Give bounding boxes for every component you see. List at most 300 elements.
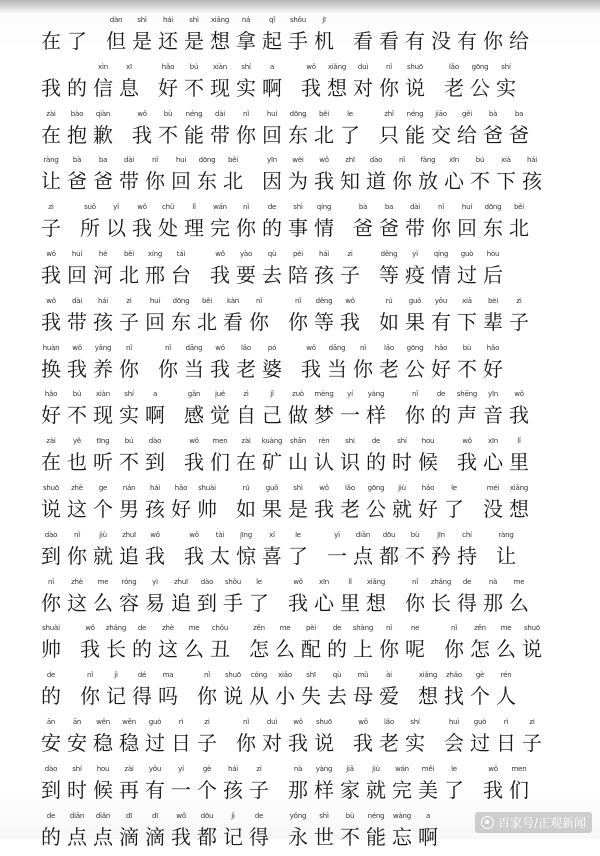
glyph bbox=[402, 61, 428, 103]
glyph bbox=[376, 529, 402, 571]
glyph bbox=[181, 388, 207, 430]
glyph bbox=[194, 810, 220, 852]
pinyin: jǐ bbox=[270, 390, 274, 399]
glyph bbox=[38, 810, 64, 852]
pinyin: shuō bbox=[523, 624, 540, 633]
hanzi: 我 bbox=[67, 356, 87, 381]
hanzi: 呢 bbox=[405, 637, 425, 662]
pinyin: yīn bbox=[267, 156, 277, 165]
glyph bbox=[181, 622, 207, 664]
glyph bbox=[64, 763, 90, 805]
glyph bbox=[311, 201, 337, 243]
glyph bbox=[506, 108, 532, 150]
pinyin: nǐ bbox=[399, 156, 405, 165]
glyph bbox=[246, 576, 272, 618]
watermark-text: 百家号/正观新闻 bbox=[497, 816, 586, 830]
pinyin: ba bbox=[384, 203, 394, 212]
pinyin: zhǎo bbox=[446, 671, 462, 680]
pinyin: dōu bbox=[382, 530, 396, 539]
pinyin: děng bbox=[315, 296, 333, 305]
pinyin: dào bbox=[44, 530, 58, 539]
glyph bbox=[402, 716, 428, 758]
hanzi: 时 bbox=[67, 777, 87, 802]
pinyin: huì bbox=[448, 717, 460, 726]
hanzi: 得 bbox=[249, 824, 269, 849]
pinyin: le bbox=[256, 577, 262, 586]
glyph bbox=[337, 763, 363, 805]
hanzi: 在 bbox=[41, 29, 61, 53]
pinyin: tài bbox=[215, 530, 225, 539]
pinyin: a bbox=[269, 62, 275, 71]
hanzi: 就 bbox=[366, 777, 386, 802]
pinyin: zhǐ bbox=[384, 109, 394, 118]
pinyin: shēng bbox=[456, 390, 478, 399]
hanzi: 点 bbox=[67, 824, 87, 849]
hanzi: 看 bbox=[379, 29, 399, 53]
hanzi: 公 bbox=[366, 496, 386, 521]
glyph bbox=[38, 576, 64, 618]
glyph bbox=[467, 61, 493, 103]
pinyin: wǒ bbox=[345, 296, 355, 305]
glyph bbox=[376, 669, 402, 711]
hanzi: 如 bbox=[236, 496, 256, 521]
pinyin: dī bbox=[126, 811, 132, 820]
hanzi: 有 bbox=[431, 309, 451, 334]
pinyin: xīn bbox=[488, 437, 498, 446]
hanzi: 会 bbox=[444, 730, 464, 755]
glyph bbox=[311, 14, 337, 56]
hanzi: 这 bbox=[158, 637, 178, 662]
hanzi: 台 bbox=[171, 262, 191, 287]
pinyin: běi bbox=[513, 203, 525, 212]
glyph bbox=[285, 388, 311, 430]
hanzi: 觉 bbox=[210, 403, 230, 428]
pinyin: zhè bbox=[162, 624, 174, 633]
glyph bbox=[116, 154, 142, 196]
glyph bbox=[311, 388, 337, 430]
pinyin bbox=[428, 14, 454, 26]
pinyin: hǎo bbox=[174, 483, 188, 492]
hanzi: 养 bbox=[93, 356, 113, 381]
pinyin: le bbox=[451, 483, 457, 492]
text-line bbox=[38, 669, 598, 716]
hanzi: 邢 bbox=[145, 262, 165, 287]
glyph bbox=[389, 435, 415, 477]
glyph bbox=[142, 529, 168, 571]
hanzi: 想 bbox=[327, 75, 347, 100]
hanzi: 不 bbox=[457, 356, 477, 381]
glyph bbox=[389, 482, 415, 524]
hanzi: 我 bbox=[210, 262, 230, 287]
glyph bbox=[428, 295, 454, 337]
glyph bbox=[168, 716, 194, 758]
glyph bbox=[233, 482, 259, 524]
glyph bbox=[376, 108, 402, 150]
hanzi: 自 bbox=[236, 403, 256, 428]
pinyin: lǎo bbox=[384, 343, 394, 352]
pinyin: le bbox=[347, 109, 353, 118]
hanzi: 你 bbox=[392, 169, 412, 194]
pinyin: shí bbox=[72, 764, 82, 773]
hanzi: 完 bbox=[392, 777, 412, 802]
hanzi: 回 bbox=[145, 309, 165, 334]
glyph bbox=[311, 576, 337, 618]
hanzi: 世 bbox=[314, 824, 334, 849]
pinyin: dī bbox=[152, 811, 158, 820]
pinyin: ān bbox=[46, 717, 56, 726]
hanzi: 是 bbox=[288, 496, 308, 521]
pinyin: shí bbox=[124, 390, 134, 399]
pinyin: yì bbox=[412, 249, 418, 258]
hanzi: 等 bbox=[314, 309, 334, 334]
glyph bbox=[441, 154, 467, 196]
pinyin: dōu bbox=[200, 811, 214, 820]
glyph bbox=[311, 248, 337, 290]
pinyin: dài bbox=[123, 156, 135, 165]
hanzi: 想 bbox=[509, 496, 529, 521]
hanzi: 怎 bbox=[249, 637, 269, 662]
glyph bbox=[64, 14, 90, 56]
pinyin: dài bbox=[409, 203, 421, 212]
glyph bbox=[389, 763, 415, 805]
pinyin: bà bbox=[72, 156, 82, 165]
glyph bbox=[116, 763, 142, 805]
hanzi: 实 bbox=[236, 75, 256, 100]
hanzi: 手 bbox=[223, 590, 243, 615]
pinyin: měi bbox=[421, 764, 435, 773]
pinyin: lǐ bbox=[517, 437, 521, 446]
glyph bbox=[38, 529, 64, 571]
glyph bbox=[233, 388, 259, 430]
glyph bbox=[233, 61, 259, 103]
hanzi: 长 bbox=[431, 590, 451, 615]
pinyin: zi bbox=[529, 717, 535, 726]
pinyin: yí bbox=[347, 390, 353, 399]
glyph bbox=[519, 622, 545, 664]
hanzi: 知 bbox=[340, 169, 360, 194]
glyph bbox=[246, 622, 272, 664]
glyph bbox=[38, 108, 64, 150]
pinyin: shuō bbox=[42, 483, 59, 492]
hanzi: 吗 bbox=[158, 684, 178, 709]
pinyin: ràng bbox=[43, 156, 59, 165]
pinyin: hé bbox=[98, 249, 108, 258]
glyph bbox=[402, 576, 428, 618]
hanzi: 矜 bbox=[431, 543, 451, 568]
hanzi: 能 bbox=[405, 122, 425, 147]
hanzi: 要 bbox=[236, 262, 256, 287]
text-line bbox=[38, 108, 598, 155]
glyph bbox=[506, 576, 532, 618]
pinyin: zài bbox=[241, 437, 251, 446]
glyph bbox=[337, 154, 363, 196]
pinyin: hái bbox=[149, 483, 161, 492]
glyph bbox=[38, 482, 64, 524]
glyph bbox=[311, 763, 337, 805]
pinyin: wǒ bbox=[150, 530, 160, 539]
pinyin bbox=[480, 14, 506, 26]
pinyin: nǐ bbox=[295, 296, 301, 305]
hanzi: 老 bbox=[379, 356, 399, 381]
hanzi: 孩 bbox=[314, 262, 334, 287]
hanzi: 容 bbox=[119, 590, 139, 615]
hanzi: 事 bbox=[288, 216, 308, 241]
glyph bbox=[38, 154, 64, 196]
glyph bbox=[454, 248, 480, 290]
glyph bbox=[259, 529, 285, 571]
glyph bbox=[311, 810, 337, 852]
pinyin: bù bbox=[345, 811, 355, 820]
hanzi: 好 bbox=[483, 356, 503, 381]
glyph bbox=[298, 61, 324, 103]
pinyin: xiàn bbox=[95, 390, 110, 399]
pinyin: wǒ bbox=[488, 764, 498, 773]
pinyin: xiǎng bbox=[418, 671, 438, 680]
hanzi: 子 bbox=[119, 309, 139, 334]
pinyin: guǒ bbox=[265, 483, 279, 492]
glyph bbox=[454, 14, 480, 56]
glyph bbox=[324, 342, 350, 384]
pinyin: yǒu bbox=[434, 296, 448, 305]
pinyin: ge bbox=[98, 483, 108, 492]
hanzi: 没 bbox=[483, 496, 503, 521]
glyph bbox=[116, 810, 142, 852]
hanzi: 么 bbox=[496, 637, 516, 662]
hanzi: 追 bbox=[119, 543, 139, 568]
pinyin: xià bbox=[462, 296, 472, 305]
pinyin: ma bbox=[162, 671, 174, 680]
hanzi: 你 bbox=[80, 684, 100, 709]
hanzi: 我 bbox=[41, 75, 61, 100]
hanzi: 孩 bbox=[93, 309, 113, 334]
hanzi: 我 bbox=[80, 637, 100, 662]
hanzi: 美 bbox=[418, 777, 438, 802]
hanzi: 日 bbox=[496, 730, 516, 755]
glyph bbox=[259, 154, 285, 196]
pinyin: de bbox=[462, 577, 472, 586]
pinyin: nǐ bbox=[165, 343, 171, 352]
hanzi: 婆 bbox=[262, 356, 282, 381]
pinyin: lǎo bbox=[345, 483, 355, 492]
pinyin: dài bbox=[214, 109, 226, 118]
hanzi: 找 bbox=[444, 684, 464, 709]
pinyin: zi bbox=[256, 764, 262, 773]
pinyin: yǒng bbox=[289, 811, 307, 820]
glyph bbox=[324, 529, 350, 571]
hanzi: 带 bbox=[210, 122, 230, 147]
glyph bbox=[480, 763, 506, 805]
glyph bbox=[402, 108, 428, 150]
hanzi: 你 bbox=[405, 590, 425, 615]
hanzi: 我 bbox=[509, 403, 529, 428]
hanzi: 处 bbox=[158, 216, 178, 241]
hanzi: 带 bbox=[67, 309, 87, 334]
pinyin bbox=[38, 14, 64, 26]
pinyin: zi bbox=[126, 296, 132, 305]
pinyin: dōng bbox=[198, 156, 216, 165]
hanzi: 道 bbox=[366, 169, 386, 194]
pinyin: bà bbox=[358, 203, 368, 212]
glyph bbox=[220, 576, 246, 618]
hanzi: 从 bbox=[249, 684, 269, 709]
pinyin: gěi bbox=[461, 109, 473, 118]
hanzi: 我 bbox=[184, 450, 204, 475]
hanzi: 我 bbox=[353, 730, 373, 755]
pinyin: wǒ bbox=[72, 343, 82, 352]
glyph bbox=[415, 669, 441, 711]
pinyin: ná bbox=[241, 16, 251, 24]
hanzi: 下 bbox=[457, 309, 477, 334]
glyph bbox=[493, 669, 519, 711]
pinyin: bào bbox=[70, 109, 84, 118]
pinyin: dōng bbox=[289, 109, 307, 118]
glyph bbox=[38, 669, 64, 711]
hanzi: 个 bbox=[93, 496, 113, 521]
glyph bbox=[233, 201, 259, 243]
hanzi: 你 bbox=[158, 356, 178, 381]
pinyin: shí bbox=[501, 62, 511, 71]
glyph bbox=[467, 669, 493, 711]
glyph bbox=[480, 388, 506, 430]
glyph bbox=[64, 716, 90, 758]
hanzi: 有 bbox=[457, 29, 477, 53]
text-line bbox=[38, 763, 598, 810]
glyph bbox=[441, 716, 467, 758]
pinyin: yào bbox=[239, 249, 253, 258]
pinyin: nǐ bbox=[204, 671, 210, 680]
pinyin: zi bbox=[516, 296, 522, 305]
glyph bbox=[168, 810, 194, 852]
pinyin: guò bbox=[148, 717, 162, 726]
pinyin: dào bbox=[200, 577, 214, 586]
hanzi: 声 bbox=[457, 403, 477, 428]
hanzi: 不 bbox=[158, 122, 178, 147]
text-line bbox=[38, 61, 598, 108]
glyph bbox=[38, 61, 64, 103]
glyph bbox=[142, 435, 168, 477]
hanzi: 安 bbox=[41, 730, 61, 755]
top-shadow bbox=[0, 0, 600, 14]
pinyin: bú bbox=[475, 156, 485, 165]
pinyin: xīn bbox=[319, 577, 329, 586]
pinyin: ài bbox=[386, 671, 392, 680]
glyph bbox=[38, 14, 64, 56]
glyph bbox=[389, 810, 415, 852]
glyph bbox=[77, 201, 103, 243]
pinyin: shì bbox=[319, 811, 329, 820]
pinyin: zi bbox=[347, 249, 353, 258]
glyph bbox=[38, 295, 64, 337]
hanzi: 丑 bbox=[210, 637, 230, 662]
pinyin: ba bbox=[98, 156, 108, 165]
pinyin: ān bbox=[72, 717, 82, 726]
glyph bbox=[194, 716, 220, 758]
hanzi: 能 bbox=[184, 122, 204, 147]
hanzi: 记 bbox=[223, 824, 243, 849]
pinyin: de bbox=[46, 811, 56, 820]
pinyin: gōng bbox=[406, 343, 424, 352]
pinyin: bù bbox=[410, 530, 420, 539]
pinyin: qù bbox=[267, 249, 277, 258]
pinyin: jiù bbox=[99, 530, 107, 539]
glyph bbox=[493, 529, 519, 571]
hanzi: 给 bbox=[509, 29, 529, 53]
hanzi: 爸 bbox=[509, 122, 529, 147]
glyph bbox=[116, 435, 142, 477]
pinyin: wán bbox=[213, 203, 227, 212]
hanzi: 永 bbox=[288, 824, 308, 849]
pinyin: kàn bbox=[226, 296, 240, 305]
hanzi: 不 bbox=[405, 543, 425, 568]
hanzi: 候 bbox=[93, 777, 113, 802]
pinyin: rèn bbox=[318, 437, 330, 446]
pinyin: hái bbox=[318, 249, 330, 258]
hanzi: 现 bbox=[210, 75, 230, 100]
glyph bbox=[363, 576, 389, 618]
glyph bbox=[246, 763, 272, 805]
hanzi: 老 bbox=[340, 496, 360, 521]
pinyin: me bbox=[513, 577, 525, 586]
pinyin: běi bbox=[123, 249, 135, 258]
pinyin: pó bbox=[267, 343, 277, 352]
glyph bbox=[220, 810, 246, 852]
hanzi: 对 bbox=[353, 75, 373, 100]
pinyin: wěn bbox=[96, 717, 110, 726]
pinyin: dōng bbox=[172, 296, 190, 305]
pinyin: wǒ bbox=[176, 811, 186, 820]
glyph bbox=[207, 529, 233, 571]
hanzi: 爸 bbox=[379, 216, 399, 241]
glyph bbox=[207, 248, 233, 290]
glyph bbox=[506, 763, 532, 805]
pinyin: wǒ bbox=[462, 437, 472, 446]
pinyin: běi bbox=[318, 109, 330, 118]
glyph bbox=[285, 108, 311, 150]
glyph bbox=[441, 61, 467, 103]
hanzi: 所 bbox=[80, 216, 100, 241]
hanzi: 就 bbox=[93, 543, 113, 568]
glyph bbox=[207, 622, 233, 664]
pinyin: tīng bbox=[96, 437, 110, 446]
pinyin: huí bbox=[149, 296, 161, 305]
hanzi: 北 bbox=[119, 262, 139, 287]
pinyin: zài bbox=[124, 764, 134, 773]
hanzi: 不 bbox=[184, 75, 204, 100]
pinyin: wǒ bbox=[514, 390, 524, 399]
pinyin: qíng bbox=[316, 203, 332, 212]
hanzi: 们 bbox=[210, 450, 230, 475]
hanzi: 就 bbox=[392, 496, 412, 521]
hanzi: 我 bbox=[145, 543, 165, 568]
glyph bbox=[454, 108, 480, 150]
hanzi: 你 bbox=[444, 637, 464, 662]
hanzi: 你 bbox=[379, 75, 399, 100]
hanzi: 我 bbox=[288, 590, 308, 615]
hanzi: 那 bbox=[288, 777, 308, 802]
hanzi: 持 bbox=[457, 543, 477, 568]
pinyin: wǒ bbox=[215, 249, 225, 258]
pinyin: chǒu bbox=[211, 624, 229, 633]
hanzi: 了 bbox=[249, 590, 269, 615]
pinyin: wǒ bbox=[293, 717, 303, 726]
glyph bbox=[350, 529, 376, 571]
glyph bbox=[389, 154, 415, 196]
pinyin: me bbox=[500, 624, 512, 633]
pinyin: wán bbox=[395, 764, 409, 773]
hanzi: 你 bbox=[288, 309, 308, 334]
pinyin: lǐ bbox=[192, 203, 196, 212]
hanzi: 太 bbox=[210, 543, 230, 568]
